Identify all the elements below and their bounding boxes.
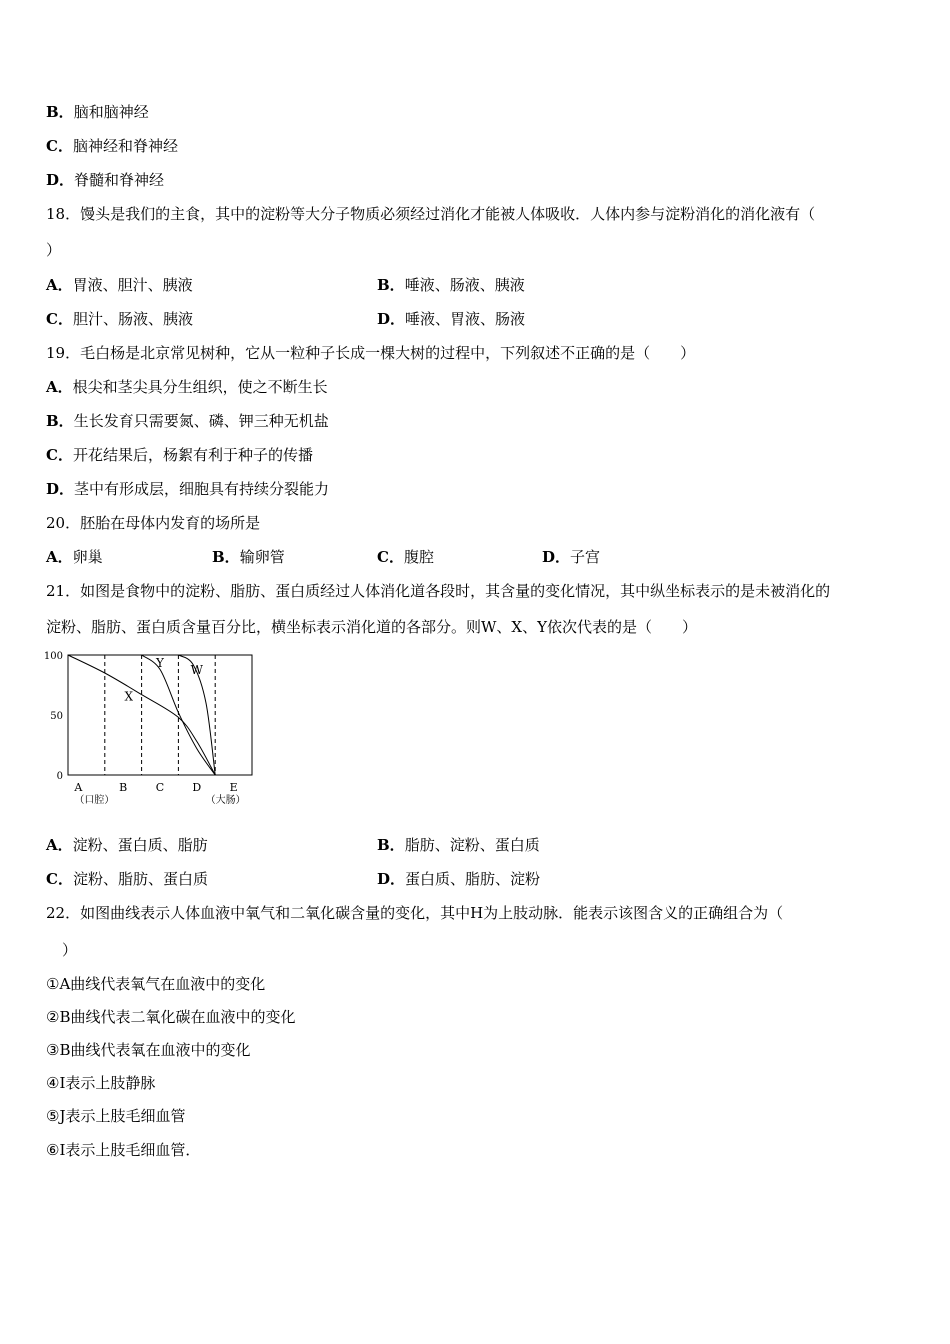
option-key: A．: [46, 548, 73, 566]
q22-item-1[interactable]: ①A曲线代表氧气在血液中的变化: [46, 975, 266, 993]
option-key: D．: [377, 310, 406, 328]
q18-stem-line1: 18．馒头是我们的主食，其中的淀粉等大分子物质必须经过消化才能被人体吸收．人体内参与淀粉消化的消化液有（: [46, 205, 816, 223]
option-key: C．: [46, 137, 73, 155]
option-text: 脂肪、淀粉、蛋白质: [404, 836, 540, 854]
option-key: D．: [377, 870, 406, 888]
chart-frame: [68, 655, 252, 775]
q18-option-c[interactable]: [46, 309, 193, 329]
option-key: B．: [377, 276, 405, 294]
q22-item-5[interactable]: ⑤J表示上肢毛细血管: [46, 1107, 186, 1125]
series-label-w: W: [190, 663, 203, 678]
q19-option-a[interactable]: [46, 377, 328, 397]
option-text: 子宫: [570, 548, 601, 566]
option-text: 胃液、胆汁、胰液: [72, 276, 193, 294]
option-text: 胆汁、肠液、胰液: [72, 310, 193, 328]
option-key: C．: [46, 446, 73, 464]
x-category-note: （大肠）: [205, 795, 246, 806]
option-text: 腹腔: [403, 548, 434, 566]
q20-option-d[interactable]: [542, 547, 600, 567]
option-text: 淀粉、脂肪、蛋白质: [72, 870, 208, 888]
option-key: D．: [46, 171, 75, 189]
q18-stem-line2: ）: [46, 241, 62, 259]
option-text: 输卵管: [239, 548, 285, 566]
option-text: 生长发育只需要氮、磷、钾三种无机盐: [73, 412, 329, 430]
x-category-label: D: [192, 781, 202, 794]
option-key: C．: [377, 548, 404, 566]
y-tick-label: 50: [50, 711, 63, 722]
q22-item-2[interactable]: ②B曲线代表二氧化碳在血液中的变化: [46, 1008, 296, 1026]
q18-option-d[interactable]: [377, 309, 525, 329]
q19-option-c[interactable]: [46, 445, 313, 465]
option-key: A．: [46, 836, 73, 854]
q21-option-c[interactable]: [46, 869, 208, 889]
q19-stem: 19．毛白杨是北京常见树种，它从一粒种子长成一棵大树的过程中，下列叙述不正确的是（ ）: [46, 344, 696, 362]
option-key: C．: [46, 310, 73, 328]
option-text: 蛋白质、脂肪、淀粉: [405, 870, 541, 888]
option-key: B．: [46, 412, 74, 430]
q21-stem-line2: 淀粉、脂肪、蛋白质含量百分比，横坐标表示消化道的各部分。则W、X、Y依次代表的是（ ）: [46, 618, 698, 636]
x-category-label: E: [229, 781, 238, 794]
q21-stem-line1: 21．如图是食物中的淀粉、脂肪、蛋白质经过人体消化道各段时，其含量的变化情况，其中纵坐标表示的是未被消化的: [46, 582, 831, 600]
series-label-y: Y: [156, 656, 164, 670]
q20-option-c[interactable]: [377, 547, 434, 567]
q21-option-d[interactable]: [377, 869, 540, 889]
q22-stem-line2: ）: [62, 941, 78, 959]
q20-stem: 20．胚胎在母体内发育的场所是: [46, 514, 261, 532]
option-key: D．: [542, 548, 571, 566]
q21-option-a[interactable]: [46, 835, 208, 855]
q21-option-b[interactable]: [377, 835, 540, 855]
option-text: 唾液、胃液、肠液: [405, 310, 526, 328]
option-text: 脑和脑神经: [73, 103, 149, 121]
q18-option-b[interactable]: [377, 275, 525, 295]
q22-item-4[interactable]: ④I表示上肢静脉: [46, 1074, 156, 1092]
option-key: B．: [212, 548, 240, 566]
option-text: 脑神经和脊神经: [72, 137, 178, 155]
x-category-label: C: [155, 781, 165, 794]
y-tick-label: 100: [43, 651, 63, 662]
q20-option-b[interactable]: [212, 547, 285, 567]
option-text: 脊髓和脊神经: [74, 171, 165, 189]
digestion-chart: [40, 646, 280, 816]
q17-option-d[interactable]: [46, 170, 164, 190]
q17-option-b[interactable]: [46, 102, 149, 122]
option-text: 根尖和茎尖具分生组织，使之不断生长: [72, 378, 328, 396]
series-label-x: X: [124, 689, 133, 704]
q22-item-6[interactable]: ⑥I表示上肢毛细血管．: [46, 1141, 201, 1159]
q19-option-b[interactable]: [46, 411, 329, 431]
option-key: B．: [377, 836, 405, 854]
option-text: 卵巢: [72, 548, 103, 566]
option-key: C．: [46, 870, 73, 888]
option-key: A．: [46, 276, 73, 294]
option-text: 淀粉、蛋白质、脂肪: [72, 836, 208, 854]
option-text: 茎中有形成层，细胞具有持续分裂能力: [74, 480, 330, 498]
x-category-note: （口腔）: [74, 795, 115, 806]
x-category-label: A: [74, 781, 83, 794]
option-key: A．: [46, 378, 73, 396]
option-key: D．: [46, 480, 75, 498]
option-key: B．: [46, 103, 74, 121]
option-text: 开花结果后，杨絮有利于种子的传播: [72, 446, 313, 464]
q17-option-c[interactable]: [46, 136, 178, 156]
q19-option-d[interactable]: [46, 479, 329, 499]
q18-option-a[interactable]: [46, 275, 193, 295]
q22-stem-line1: 22．如图曲线表示人体血液中氧气和二氧化碳含量的变化，其中H为上肢动脉．能表示该图含义的正确组合为（: [46, 904, 784, 922]
x-category-label: B: [119, 781, 128, 794]
plot-border: [68, 655, 252, 775]
y-tick-label: 0: [56, 771, 63, 782]
option-text: 唾液、肠液、胰液: [404, 276, 525, 294]
q22-item-3[interactable]: ③B曲线代表氧在血液中的变化: [46, 1041, 251, 1059]
q20-option-a[interactable]: [46, 547, 103, 567]
